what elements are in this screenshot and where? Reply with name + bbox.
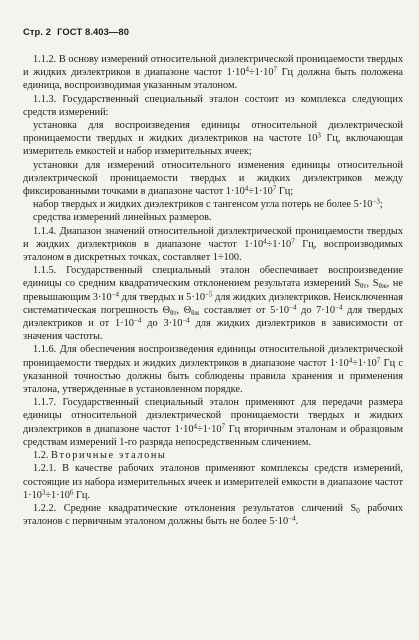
paragraph-installations: установки для измерений относительного изменения единицы относительной диэлектрической проницаемости твердых и жидких диэлектриков между фиксированными точками в диапазоне частот $1\cdot 10^4\div 1\cdot 10^7$ Гц; (23, 159, 403, 198)
section-heading-1-2: 1.2. Вторичные эталоны (33, 450, 167, 462)
paragraph-1-1-5: 1.1.5. Государственный специальный эталон обеспечивает воспроизведение единицы со средним квадратическим отклонением результата измерений $S_{\theta т}$, $S_{\theta ж}$, не превышающим $3\cdot 10^{-4}$ для твердых и $5\cdot 10^{-5}$ для жидких диэлектриков. Неисключенная систематическая погрешность $\Theta_{\theta т}$, $\Theta_{\theta ж}$ составляет от $5\cdot 10^{-4}$ до $7\cdot 10^{-4}$ для твердых диэлектриков и от $1\cdot 10^{-4}$ до $3\cdot 10^{-4}$ для жидких диэлектриков в зависимости от значения частоты. (23, 265, 404, 343)
running-head (23, 26, 403, 37)
paragraph-1-2-1: 1.2.1. В качестве рабочих эталонов применяют комплексы средств измерений, состоящие из набора измерительных ячеек и измерителей емкости в диапазоне частот $1\cdot 10^3\div 1\cdot 10^6$ Гц. (23, 463, 403, 501)
document-body (23, 53, 403, 528)
paragraph-1-1-7: 1.1.7. Государственный специальный эталон применяют для передачи размера единицы относительной диэлектрической проницаемости твердых и жидких диэлектриков в диапазоне частот $1\cdot 10^4\div 1\cdot 10^7$ Гц вторичным эталонам и образцовым средствам измерений 1-го разряда непосредственным сличением. (23, 397, 403, 448)
standard-number: ГОСТ 8.403—80 (57, 26, 130, 37)
paragraph-1-2-2: 1.2.2. Средние квадратические отклонения результатов сличений $S_0$ рабочих эталонов с первичным эталоном должны быть не более $5\cdot 10^{-4}$. (23, 502, 403, 528)
paragraph-1-1-6: 1.1.6. Для обеспечения воспроизведения единицы относительной диэлектрической проницаемости твердых и жидких диэлектриков в диапазоне частот $1\cdot 10^4\div 1\cdot 10^7$ Гц с указанной точностью должны быть соблюдены правила хранения и применения эталона, утвержденные в установленном порядке. (23, 344, 403, 396)
paragraph-1-1-3: 1.1.3. Государственный специальный эталон состоит из комплекса следующих средств измерений: (23, 93, 403, 118)
paragraph-1-1-2: 1.1.2. В основу измерений относительной диэлектрической проницаемости твердых и жидких диэлектриков в диапазоне частот $1\cdot 10^4\div 1\cdot 10^7$ Гц должна быть положена единица, воспроизводимая указанным эталоном. (23, 54, 403, 92)
paragraph-setup: установка для воспроизведения единицы относительной диэлектрической проницаемости твердых и жидких диэлектриков на частоте $10^3$ Гц, включающая измеритель емкостей и набор измерительных ячеек; (23, 120, 404, 158)
page-number: Стр. 2 (23, 26, 52, 37)
paragraph-dielectric-set: набор твердых и жидких диэлектриков с тангенсом угла потерь не более $5\cdot 10^{-3}$; (33, 197, 383, 211)
paragraph-1-1-4: 1.1.4. Диапазон значений относительной диэлектрической проницаемости твердых и жидких диэлектриков в диапазоне частот $1\cdot 10^4\div 1\cdot 10^7$ Гц, воспроизводимых эталоном в дискретных точках, составляет 1÷100. (23, 225, 403, 264)
paragraph-length-instruments: средства измерений линейных размеров. (33, 212, 212, 224)
